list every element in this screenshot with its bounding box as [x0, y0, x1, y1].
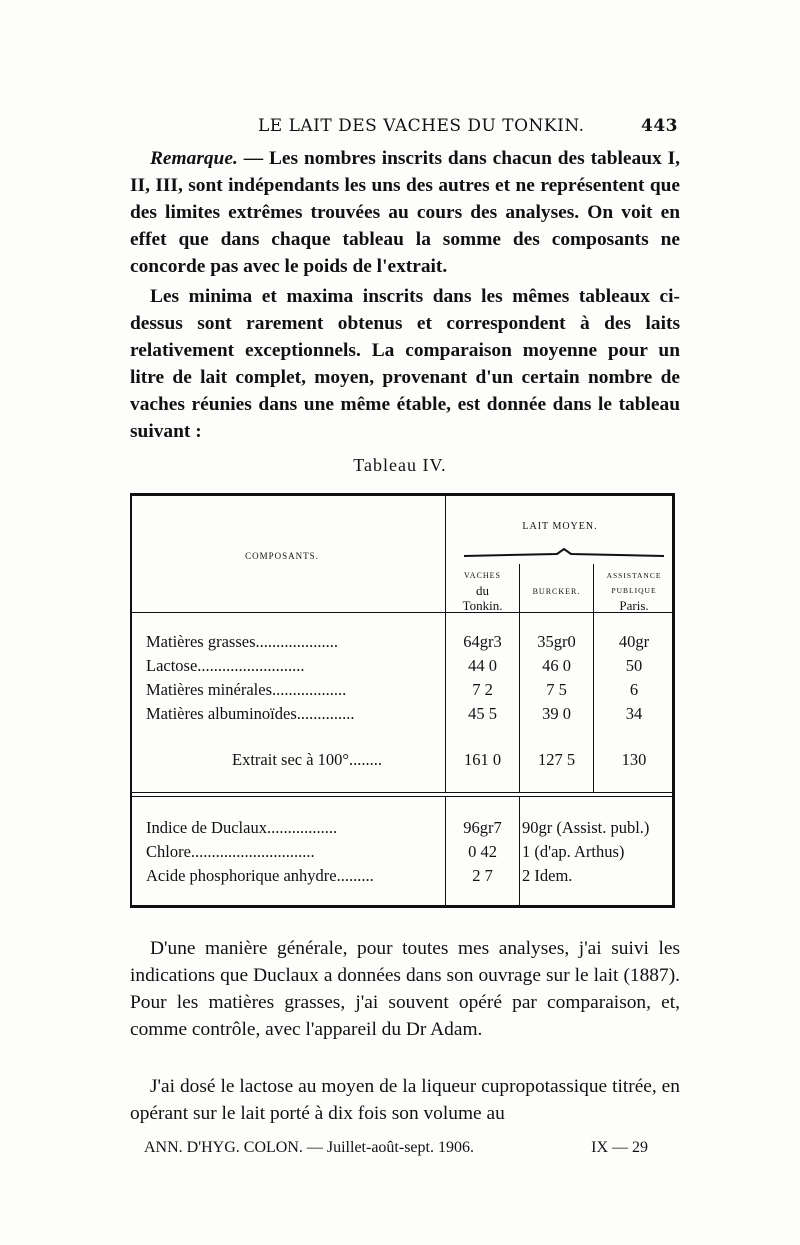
cell-value: 40gr: [618, 632, 650, 651]
remark-lead: Remarque.: [150, 148, 238, 169]
cell-value: 0 42: [468, 842, 497, 861]
row-label: Lactose..........................: [146, 656, 305, 675]
cell-value: 39 0: [542, 704, 571, 723]
cell-value: 161 0: [463, 750, 502, 769]
row-label: Acide phosphorique anhydre.........: [146, 866, 374, 885]
row-label: Matières minérales..................: [146, 680, 347, 699]
cell-value: 44 0: [468, 656, 497, 675]
cell-value: 35gr0: [537, 632, 576, 651]
header-line: ASSISTANCE: [606, 571, 662, 580]
header-col-tonkin: [446, 568, 519, 613]
footer-citation: ANN. D'HYG. COLON. — Juillet-août-sept. 1906.: [144, 1139, 474, 1156]
running-head-title: LE LAIT DES VACHES DU TONKIN.: [258, 116, 585, 136]
cell-value: 34: [625, 704, 643, 723]
lactose-text: J'ai dosé le lactose au moyen de la liqueur cupropotassique titrée, en opérant sur le lait porté à dix fois son volume au: [130, 1076, 680, 1124]
row-label: Matières grasses....................: [146, 632, 339, 651]
cell-value: 96gr7: [463, 818, 502, 837]
table-divider: [519, 796, 520, 908]
methods-text: D'une manière générale, pour toutes mes analyses, j'ai suivi les indications que Duclaux a données dans son ouvrage sur le lait (1887). Pour les matières grasses, j'ai souvent opéré par comparaison, et, comme contrôle, avec l'appareil du Dr Adam.: [130, 938, 680, 1040]
cell-value: 7 5: [546, 680, 567, 699]
paragraph-lactose: [130, 1073, 680, 1127]
cell-value: 50: [625, 656, 643, 675]
brace-icon: [462, 548, 666, 558]
header-line: du: [476, 583, 489, 598]
table-rule: [132, 796, 672, 797]
paragraph-remark: [130, 145, 680, 280]
footer-signature: IX — 29: [591, 1139, 648, 1156]
running-head: [130, 116, 678, 140]
minima-text: Les minima et maxima inscrits dans les mêmes tableaux ci-dessus sont rarement obtenus et correspondent à des laits relativement exceptionnels. La comparaison moyenne pour un litre de lait complet, moyen, provenant d'un certain nombre de vaches réunies dans une même étable, est donnée dans le tableau suivant :: [130, 286, 680, 442]
cell-value: 2 7: [472, 866, 493, 885]
table-caption: Tableau IV.: [353, 455, 447, 475]
cell-value: 2 Idem.: [522, 866, 573, 885]
paragraph-minima: [130, 283, 680, 445]
table-rule: [132, 792, 672, 793]
header-line: VACHES: [464, 571, 501, 580]
cell-value: 6: [629, 680, 639, 699]
cell-value: 90gr (Assist. publ.): [522, 818, 650, 837]
row-label: Matières albuminoïdes..............: [146, 704, 355, 723]
row-label: Chlore..............................: [146, 842, 315, 861]
header-composants: COMPOSANTS.: [245, 551, 319, 561]
extrait-label: Extrait sec à 100°........: [232, 750, 383, 769]
cell-value: 1 (d'ap. Arthus): [522, 842, 625, 861]
header-lait-moyen: LAIT MOYEN.: [522, 521, 598, 532]
paragraph-methods: [130, 935, 680, 1043]
cell-value: 127 5: [537, 750, 576, 769]
cell-value: 130: [621, 750, 647, 769]
page-number: 443: [641, 116, 678, 136]
header-col-burcker: [520, 587, 593, 596]
cell-value: 7 2: [472, 680, 493, 699]
header-line: PUBLIQUE: [611, 586, 657, 595]
cell-value: 45 5: [468, 704, 497, 723]
row-label: Indice de Duclaux.................: [146, 818, 338, 837]
table-rule: [132, 612, 672, 613]
remark-text: — Les nombres inscrits dans chacun des tableaux I, II, III, sont indépendants les uns des autres et ne représentent que des limites extrêmes trouvées au cours des analyses. On voit en effet que dans chaque tableau la somme des composants ne concorde pas avec le poids de l'extrait.: [130, 148, 680, 277]
header-line: BURCKER.: [532, 587, 581, 596]
table-iv: [130, 493, 675, 908]
cell-value: 64gr3: [463, 632, 502, 651]
cell-value: 46 0: [542, 656, 571, 675]
header-line: Paris.: [619, 598, 649, 613]
header-col-assistance: [594, 568, 674, 613]
header-line: Tonkin.: [462, 598, 503, 613]
